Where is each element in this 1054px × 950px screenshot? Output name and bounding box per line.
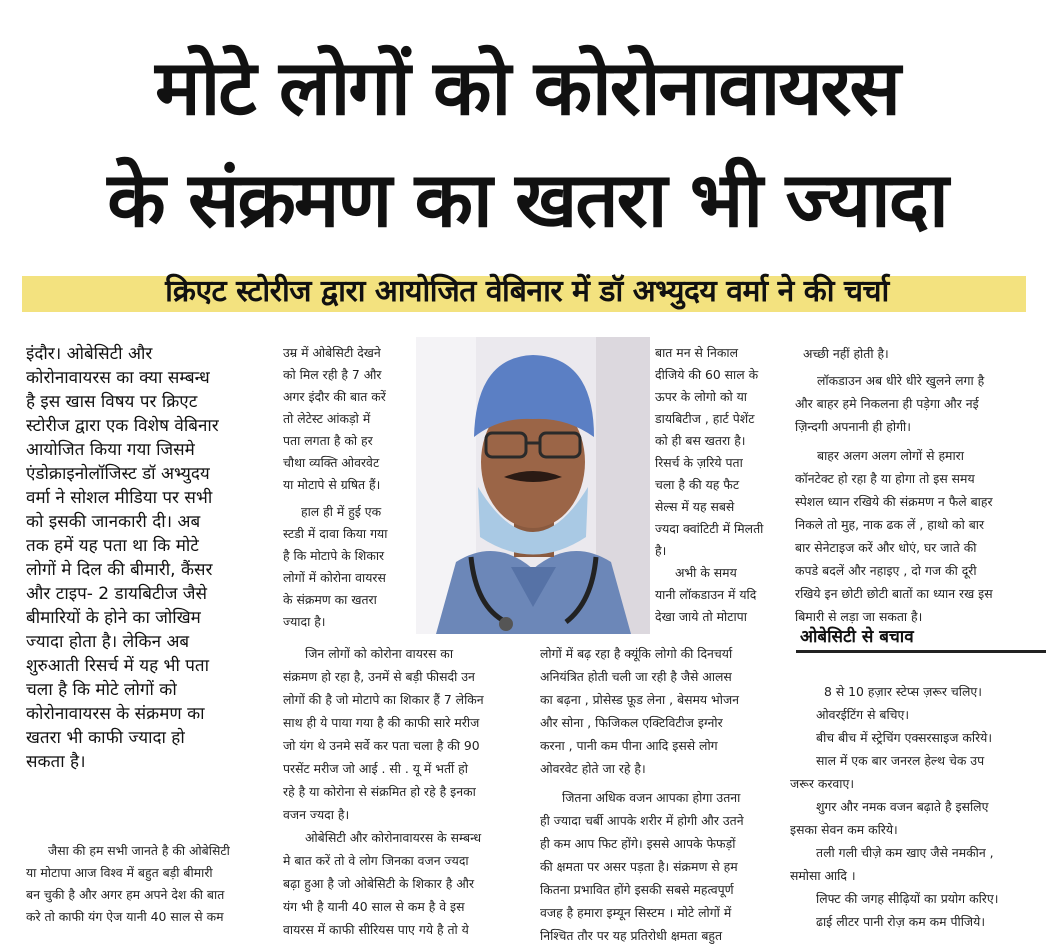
col4-line: ज़िन्दगी अपनानी ही होगी।	[795, 419, 911, 434]
doctor-photo	[416, 337, 650, 634]
prevention-list	[790, 680, 1046, 933]
column-2	[283, 342, 413, 633]
col1-line: लोगों मे दिल की बीमारी, कैंसर	[26, 560, 213, 580]
col2-wide-line: बढ़ा हुआ है जो ओबेसिटी के शिकार है और	[283, 876, 475, 891]
col3-wide-line: ही ज्यादा चर्बी आपके शरीर में होगी और उतने	[540, 813, 744, 828]
col3-line: चला है की यह फैट	[655, 477, 740, 492]
col2-wide-line: लोगों की है जो मोटापे का शिकार हैं 7 लेकिन	[283, 692, 484, 707]
col2-wide-line: रहे है या कोरोना से संक्रमित हो रहे है इनका	[283, 784, 476, 799]
prevention-item: 8 से 10 हज़ार स्टेप्स ज़रूर चलिए।	[824, 684, 982, 699]
column-4	[795, 342, 1045, 628]
col4-line: और बाहर हमे निकलना ही पड़ेगा और नई	[795, 396, 979, 411]
column-3-wide	[540, 642, 782, 947]
col1-line: खतरा भी काफी ज्यादा हो	[26, 728, 185, 748]
prevention-item: शुगर और नमक वजन बढ़ाते है इसलिए	[816, 799, 989, 814]
col3-wide-line: ही कम आप फिट होंगे। इससे आपके फेफड़ों	[540, 836, 736, 851]
col2-line: तो लेटेस्ट आंकड़ो में	[283, 411, 371, 426]
col3-wide-line: ओवरवेट होते जा रहे है।	[540, 761, 646, 776]
col3-wide-line: की क्षमता पर असर पड़ता है। संक्रमण से हम	[540, 859, 738, 874]
col2-wide-line: जिन लोगों को कोरोना वायरस का	[305, 646, 454, 661]
prevention-item: ओवरईटिंग से बचिए।	[816, 707, 910, 722]
col2-wide-line: साथ ही ये पाया गया है की काफी सारे मरीज	[283, 715, 480, 730]
col1-lower-line: जैसा की हम सभी जानते है की ओबेसिटी	[48, 843, 230, 858]
col3-wide-line: का बढ़ना , प्रोसेस्ड फ़ूड लेना , बेसमय भोजन	[540, 692, 740, 707]
col4-line: कपडे बदलें और नहाइए , दो गज की दूरी	[795, 563, 977, 578]
prevention-item: साल में एक बार जनरल हेल्थ चेक उप	[816, 753, 985, 768]
doctor-portrait-icon	[416, 337, 650, 634]
col3-line: ऊपर के लोगो को या	[655, 389, 748, 404]
headline-line-1: मोटे लोगों को कोरोनावायरस	[155, 43, 899, 132]
col2-line: को मिल रही है 7 और	[283, 367, 382, 382]
col2-line: स्टडी में दावा किया गया	[283, 526, 388, 541]
col1-line: कोरोनावायरस का क्या सम्बन्ध	[26, 368, 210, 388]
col3-wide-line: करना , पानी कम पीना आदि इससे लोग	[540, 738, 718, 753]
col4-line: रखिये इन छोटी छोटी बातों का ध्यान रख इस	[795, 586, 993, 601]
headline-line-2: के संक्रमण का खतरा भी ज्यादा	[107, 155, 947, 244]
col1-line: है इस खास विषय पर क्रिएट	[26, 392, 198, 412]
col4-line: अच्छी नहीं होती है।	[803, 346, 889, 361]
col2-wide-line: संक्रमण हो रहा है, उनमें से बड़ी फीसदी उन	[283, 669, 475, 684]
prevention-item: इसका सेवन कम करिये।	[790, 822, 898, 837]
col1-lower-line: बन चुकी है और अगर हम अपने देश की बात	[26, 887, 225, 902]
col4-line: बाहर अलग अलग लोगों से हमारा	[817, 448, 964, 463]
column-1	[26, 342, 264, 774]
col3-line: बात मन से निकाल	[655, 345, 739, 360]
col3-wide-line: वजह है हमारा इम्यून सिस्टम । मोटे लोगों में	[540, 905, 732, 920]
col2-wide-line: ओबेसिटी और कोरोनावायरस के सम्बन्ध	[305, 830, 482, 845]
column-2-wide	[283, 642, 527, 941]
col2-wide-line: जो यंग थे उनमे सर्वे कर पता चला है की 90	[283, 738, 480, 753]
col3-line: सेल्स में यह सबसे	[655, 499, 735, 514]
prevention-item: ढाई लीटर पानी रोज़ कम कम पीजिये।	[816, 914, 986, 929]
col4-line: स्पेशल ध्यान रखिये की संक्रमण न फैले बाहर	[795, 494, 993, 509]
col2-line: पता लगता है को हर	[283, 433, 373, 448]
col3-line: डायबिटीज , हार्ट पेशेंट	[655, 411, 755, 426]
prevention-item: बीच बीच में स्ट्रेचिंग एक्सरसाइज करिये।	[816, 730, 993, 745]
col1-line: वर्मा ने सोशल मीडिया पर सभी	[26, 488, 213, 508]
col1-line: चला है कि मोटे लोगों को	[26, 680, 177, 700]
column-3	[655, 342, 781, 628]
col1-line: एंडोक्राइनोलॉजिस्ट डॉ अभ्युदय	[26, 464, 210, 484]
subheadline: क्रिएट स्टोरीज द्वारा आयोजित वेबिनार में डॉ अभ्युदय वर्मा ने की चर्चा	[165, 274, 889, 309]
col3-line: देखा जाये तो मोटापा	[655, 609, 747, 624]
col2-line: ज्यादा है।	[283, 614, 326, 629]
col1-line: कोरोनावायरस के संक्रमण का	[26, 704, 205, 724]
col3-line: को ही बस खतरा है।	[655, 433, 746, 448]
col3-line: यानी लॉकडाउन में यदि	[655, 587, 757, 602]
col3-line: है।	[655, 543, 667, 558]
col1-line: आयोजित किया गया जिसमे	[26, 440, 195, 460]
col2-wide-line: वायरस में काफी सीरियस पाए गये है तो ये	[283, 922, 469, 937]
section-title-prevention: ओबेसिटी से बचाव	[800, 627, 914, 647]
col1-line: और टाइप- 2 डायबिटीज जैसे	[26, 584, 208, 604]
col2-line: के संक्रमण का खतरा	[283, 592, 377, 607]
col2-line: लोगों में कोरोना वायरस	[283, 570, 386, 585]
col2-wide-line: मे बात करें तो वे लोग जिनका वजन ज्यदा	[283, 853, 469, 868]
col2-wide-line: परसेंट मरीज जो आई . सी . यू में भर्ती हो	[283, 761, 468, 776]
col3-wide-line: और सोना , फिजिकल एक्टिविटीज इग्नोर	[540, 715, 723, 730]
col1-line: तक हमें यह पता था कि मोटे	[26, 536, 199, 556]
column-1-lower	[26, 840, 266, 928]
col2-line: अगर इंदौर की बात करें	[283, 389, 386, 404]
col2-line: या मोटापे से ग्रषित हैं।	[283, 477, 381, 492]
col1-line: ज्यादा होता है। लेकिन अब	[26, 632, 190, 652]
col1-lower-line: या मोटापा आज विश्व में बहुत बड़ी बीमारी	[26, 865, 213, 880]
col2-line: चौथा व्यक्ति ओवरवेट	[283, 455, 380, 470]
col3-wide-line: कितना प्रभावित होंगे इसकी सबसे महत्वपूर्ण	[540, 882, 734, 897]
col1-line: को इसकी जानकारी दी। अब	[26, 512, 201, 532]
prevention-item: जरूर करवाए।	[790, 776, 855, 791]
col3-line: रिसर्च के ज़रिये पता	[655, 455, 743, 470]
prevention-item: तली गली चीज़े कम खाए जैसे नमकीन ,	[816, 845, 994, 860]
col2-line: है कि मोटापे के शिकार	[283, 548, 385, 563]
col2-wide-line: यंग भी है यानी 40 साल से कम है वे इस	[283, 899, 465, 914]
col4-line: लॉकडाउन अब धीरे धीरे खुलने लगा है	[817, 373, 985, 388]
prevention-item: लिफ्ट की जगह सीढ़ियों का प्रयोग करिए।	[816, 891, 999, 906]
col3-wide-line: अनियंत्रित होती चली जा रही है जैसे आलस	[540, 669, 732, 684]
col3-line: ज्यदा क्वांटिटी में मिलती	[655, 521, 764, 536]
col4-line: बार सेनेटाइज करें और धोएं, घर जाते की	[795, 540, 977, 555]
col1-line: स्टोरीज द्वारा एक विशेष वेबिनार	[26, 416, 219, 436]
col4-line: बिमारी से लड़ा जा सकता है।	[795, 609, 923, 624]
col3-wide-line: जितना अधिक वजन आपका होगा उतना	[562, 790, 741, 805]
col3-line: दीजिये की 60 साल के	[655, 367, 759, 382]
col2-line: उम्र में ओबेसिटी देखने	[283, 345, 381, 360]
col3-wide-line: निश्चित तौर पर यह प्रतिरोधी क्षमता बहुत	[540, 928, 723, 943]
col4-line: कॉनटेक्ट हो रहा है या होगा तो इस समय	[795, 471, 975, 486]
col3-wide-line: लोगों में बढ़ रहा है क्यूंकि लोगो की दिनचर्या	[540, 646, 733, 661]
col1-line: इंदौर। ओबेसिटी और	[26, 344, 153, 364]
col1-line: बीमारियों के होने का जोखिम	[26, 608, 201, 628]
col3-line: अभी के समय	[675, 565, 737, 580]
col1-line: सकता है।	[26, 752, 86, 772]
col1-line: शुरुआती रिसर्च में यह भी पता	[26, 656, 210, 676]
section-underline	[796, 650, 1046, 653]
col2-wide-line: वजन ज्यदा है।	[283, 807, 350, 822]
prevention-item: समोसा आदि ।	[790, 868, 856, 883]
col4-line: निकले तो मुह, नाक ढक लें , हाथो को बार	[795, 517, 985, 532]
col1-lower-line: करे तो काफी यंग ऐज यानी 40 साल से कम	[26, 909, 224, 924]
col2-line: हाल ही में हुई एक	[301, 504, 382, 519]
